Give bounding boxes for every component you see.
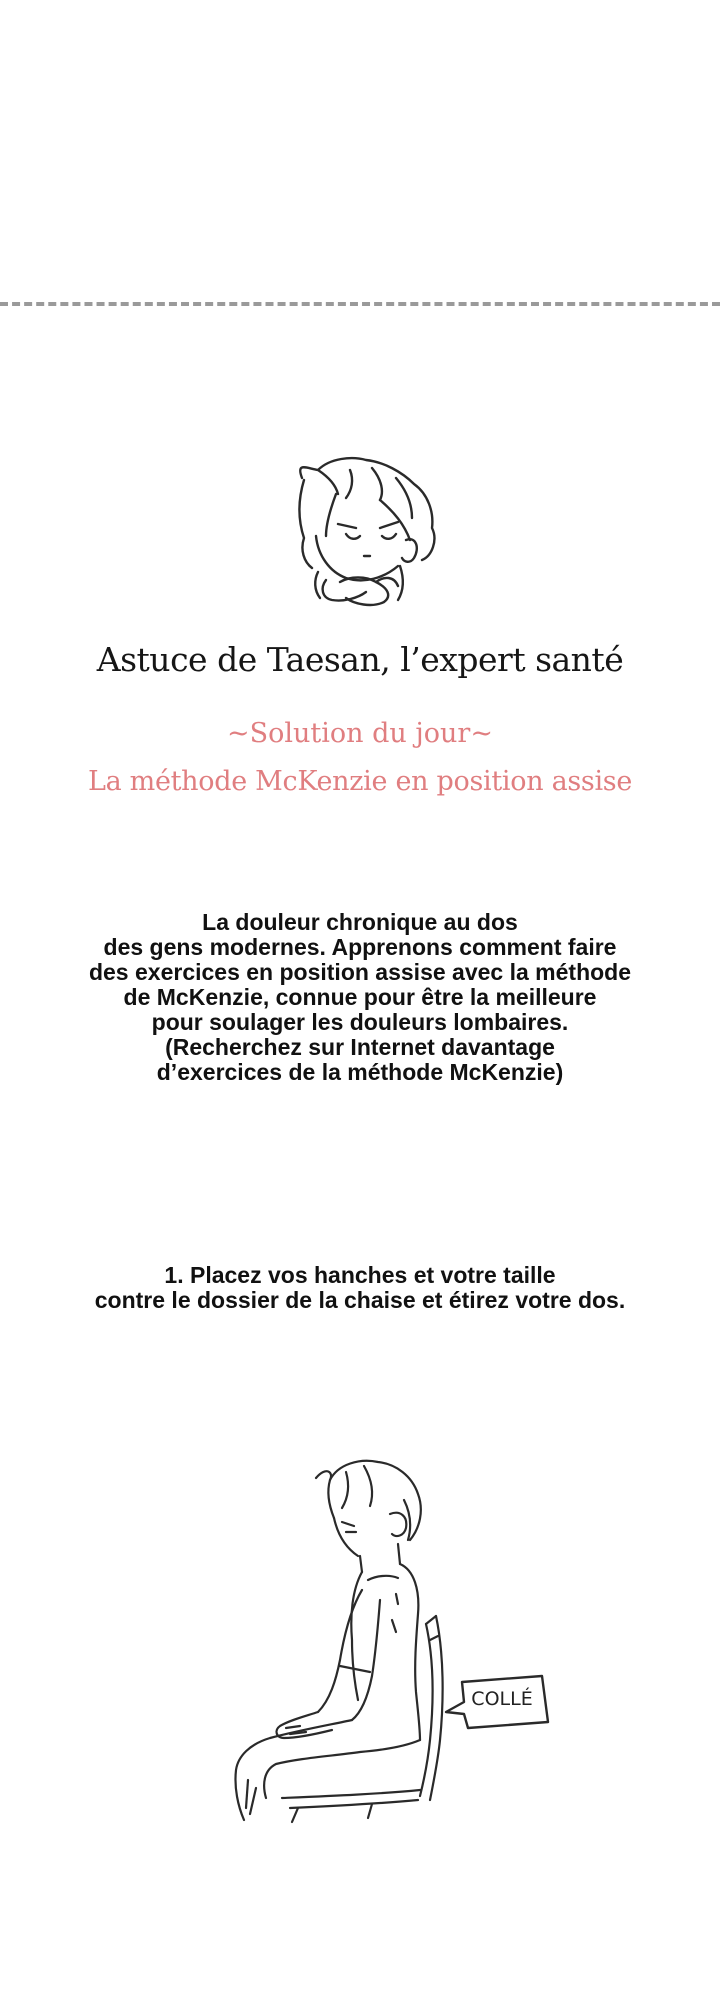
intro-line: La douleur chronique au dos — [202, 909, 518, 935]
page-title: Astuce de Taesan, l’expert santé — [96, 640, 624, 679]
step-line: 1. Placez vos hanches et votre taille — [164, 1262, 556, 1288]
method-subtitle: La méthode McKenzie en position assise — [87, 766, 633, 797]
daily-solution-subtitle: ~Solution du jour~ — [227, 718, 493, 749]
intro-line: d’exercices de la méthode McKenzie) — [156, 1059, 564, 1085]
step-line: contre le dossier de la chaise et étirez votre dos. — [94, 1287, 626, 1313]
intro-line: des gens modernes. Apprenons comment faire — [103, 934, 617, 960]
intro-line: pour soulager les douleurs lombaires. — [151, 1009, 569, 1035]
intro-line: (Recherchez sur Internet davantage — [165, 1034, 555, 1060]
intro-line: des exercices en position assise avec la méthode — [88, 959, 632, 985]
speech-bubble-text: COLLÉ — [471, 1688, 533, 1710]
intro-line: de McKenzie, connue pour être la meilleure — [123, 984, 597, 1010]
